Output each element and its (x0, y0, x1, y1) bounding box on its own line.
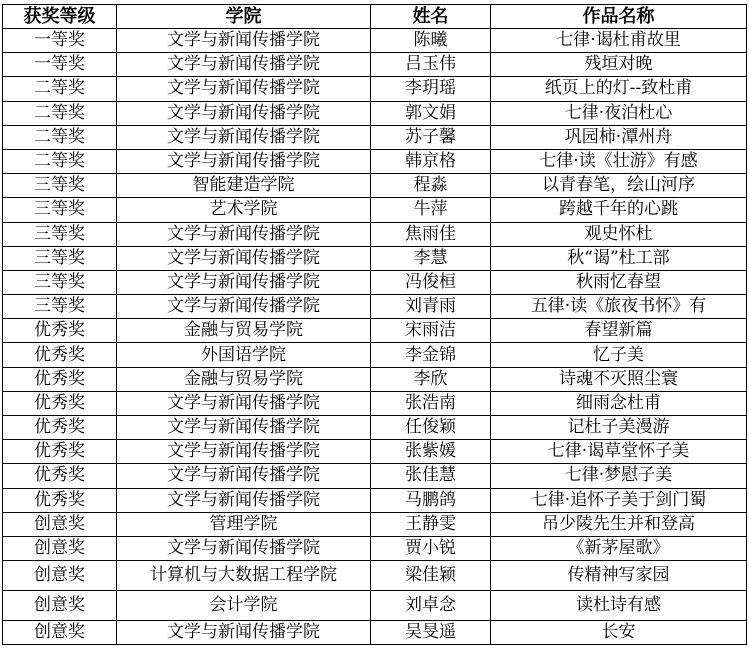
cell-award-level: 创意奖 (3, 536, 117, 560)
cell-college: 文学与新闻传播学院 (117, 488, 371, 512)
cell-college: 文学与新闻传播学院 (117, 222, 371, 246)
cell-name: 刘卓念 (371, 591, 491, 621)
table-body (3, 29, 747, 645)
cell-award-level: 优秀奖 (3, 440, 117, 464)
cell-college: 计算机与大数据工程学院 (117, 561, 371, 591)
cell-award-level: 二等奖 (3, 125, 117, 149)
cell-work-title: 七律·谒草堂怀子美 (491, 440, 747, 464)
table-row (3, 174, 747, 198)
cell-college: 文学与新闻传播学院 (117, 29, 371, 53)
cell-name: 程淼 (371, 174, 491, 198)
table-row (3, 198, 747, 222)
cell-award-level: 三等奖 (3, 198, 117, 222)
cell-award-level: 优秀奖 (3, 464, 117, 488)
table-row (3, 591, 747, 621)
cell-work-title: 残垣对晚 (491, 53, 747, 77)
cell-award-level: 二等奖 (3, 77, 117, 101)
cell-college: 智能建造学院 (117, 174, 371, 198)
table-row (3, 391, 747, 415)
cell-work-title: 七律·夜泊杜心 (491, 101, 747, 125)
cell-award-level: 一等奖 (3, 29, 117, 53)
cell-name: 牛萍 (371, 198, 491, 222)
cell-work-title: 春望新篇 (491, 319, 747, 343)
cell-name: 张紫媛 (371, 440, 491, 464)
cell-name: 宋雨洁 (371, 319, 491, 343)
table-row (3, 222, 747, 246)
cell-name: 李欣 (371, 367, 491, 391)
cell-name: 梁佳颖 (371, 561, 491, 591)
cell-work-title: 细雨念杜甫 (491, 391, 747, 415)
table-row (3, 29, 747, 53)
cell-work-title: 《新茅屋歌》 (491, 536, 747, 560)
table-row (3, 367, 747, 391)
cell-work-title: 记杜子美漫游 (491, 416, 747, 440)
cell-work-title: 读杜诗有感 (491, 591, 747, 621)
table-row (3, 125, 747, 149)
header-name: 姓名 (371, 5, 491, 29)
cell-college: 管理学院 (117, 512, 371, 536)
cell-award-level: 优秀奖 (3, 319, 117, 343)
cell-name: 王静雯 (371, 512, 491, 536)
cell-work-title: 以青春笔，绘山河序 (491, 174, 747, 198)
cell-award-level: 三等奖 (3, 246, 117, 270)
cell-work-title: 吊少陵先生并和登高 (491, 512, 747, 536)
cell-name: 任俊颖 (371, 416, 491, 440)
cell-award-level: 优秀奖 (3, 488, 117, 512)
cell-award-level: 优秀奖 (3, 367, 117, 391)
table-row (3, 101, 747, 125)
table-row (3, 343, 747, 367)
table-row (3, 512, 747, 536)
cell-work-title: 五律·读《旅夜书怀》有 (491, 295, 747, 319)
cell-college: 外国语学院 (117, 343, 371, 367)
table-row (3, 621, 747, 645)
cell-name: 吴旻遥 (371, 621, 491, 645)
cell-college: 文学与新闻传播学院 (117, 295, 371, 319)
table-row (3, 416, 747, 440)
table-row (3, 77, 747, 101)
cell-name: 陈曦 (371, 29, 491, 53)
table-row (3, 464, 747, 488)
cell-award-level: 优秀奖 (3, 391, 117, 415)
cell-work-title: 七律·读《壮游》有感 (491, 149, 747, 173)
cell-college: 文学与新闻传播学院 (117, 246, 371, 270)
cell-name: 贾小锐 (371, 536, 491, 560)
table-row (3, 319, 747, 343)
cell-award-level: 优秀奖 (3, 416, 117, 440)
cell-work-title: 诗魂不灭照尘寰 (491, 367, 747, 391)
cell-work-title: 长安 (491, 621, 747, 645)
cell-name: 苏子馨 (371, 125, 491, 149)
cell-college: 文学与新闻传播学院 (117, 464, 371, 488)
table-row (3, 53, 747, 77)
cell-college: 文学与新闻传播学院 (117, 391, 371, 415)
cell-name: 李玥瑶 (371, 77, 491, 101)
awards-table (2, 4, 747, 645)
table-row (3, 270, 747, 294)
cell-college: 文学与新闻传播学院 (117, 125, 371, 149)
cell-name: 焦雨佳 (371, 222, 491, 246)
cell-name: 马鹏鸽 (371, 488, 491, 512)
cell-work-title: 秋雨忆春望 (491, 270, 747, 294)
cell-college: 文学与新闻传播学院 (117, 270, 371, 294)
cell-award-level: 三等奖 (3, 174, 117, 198)
cell-name: 张浩南 (371, 391, 491, 415)
cell-college: 文学与新闻传播学院 (117, 53, 371, 77)
cell-college: 会计学院 (117, 591, 371, 621)
table-row (3, 561, 747, 591)
cell-college: 文学与新闻传播学院 (117, 536, 371, 560)
cell-name: 郭文娟 (371, 101, 491, 125)
cell-work-title: 巩园柿·潭州舟 (491, 125, 747, 149)
cell-work-title: 七律·梦慰子美 (491, 464, 747, 488)
table-row (3, 440, 747, 464)
cell-name: 李金锦 (371, 343, 491, 367)
cell-college: 文学与新闻传播学院 (117, 621, 371, 645)
table-row (3, 149, 747, 173)
cell-work-title: 忆子美 (491, 343, 747, 367)
cell-work-title: 七律·追怀子美于剑门蜀 (491, 488, 747, 512)
cell-name: 刘青雨 (371, 295, 491, 319)
cell-award-level: 三等奖 (3, 295, 117, 319)
cell-work-title: 跨越千年的心跳 (491, 198, 747, 222)
table-row (3, 246, 747, 270)
cell-college: 文学与新闻传播学院 (117, 149, 371, 173)
cell-award-level: 三等奖 (3, 270, 117, 294)
cell-award-level: 创意奖 (3, 561, 117, 591)
cell-work-title: 七律·谒杜甫故里 (491, 29, 747, 53)
header-row (3, 5, 747, 29)
cell-name: 李慧 (371, 246, 491, 270)
cell-college: 艺术学院 (117, 198, 371, 222)
cell-college: 金融与贸易学院 (117, 319, 371, 343)
header-award-level: 获奖等级 (3, 5, 117, 29)
cell-work-title: 传精神写家园 (491, 561, 747, 591)
cell-name: 张佳慧 (371, 464, 491, 488)
header-work-title: 作品名称 (491, 5, 747, 29)
cell-award-level: 创意奖 (3, 512, 117, 536)
cell-award-level: 创意奖 (3, 591, 117, 621)
cell-college: 金融与贸易学院 (117, 367, 371, 391)
cell-award-level: 一等奖 (3, 53, 117, 77)
cell-work-title: 纸页上的灯--致杜甫 (491, 77, 747, 101)
cell-award-level: 二等奖 (3, 149, 117, 173)
cell-name: 冯俊桓 (371, 270, 491, 294)
cell-award-level: 二等奖 (3, 101, 117, 125)
header-college: 学院 (117, 5, 371, 29)
cell-award-level: 三等奖 (3, 222, 117, 246)
cell-name: 吕玉伟 (371, 53, 491, 77)
table-row (3, 295, 747, 319)
cell-college: 文学与新闻传播学院 (117, 416, 371, 440)
cell-work-title: 观史怀杜 (491, 222, 747, 246)
cell-award-level: 优秀奖 (3, 343, 117, 367)
cell-work-title: 秋“谒”杜工部 (491, 246, 747, 270)
cell-name: 韩京格 (371, 149, 491, 173)
table-row (3, 536, 747, 560)
cell-award-level: 创意奖 (3, 621, 117, 645)
cell-college: 文学与新闻传播学院 (117, 440, 371, 464)
cell-college: 文学与新闻传播学院 (117, 77, 371, 101)
table-row (3, 488, 747, 512)
cell-college: 文学与新闻传播学院 (117, 101, 371, 125)
